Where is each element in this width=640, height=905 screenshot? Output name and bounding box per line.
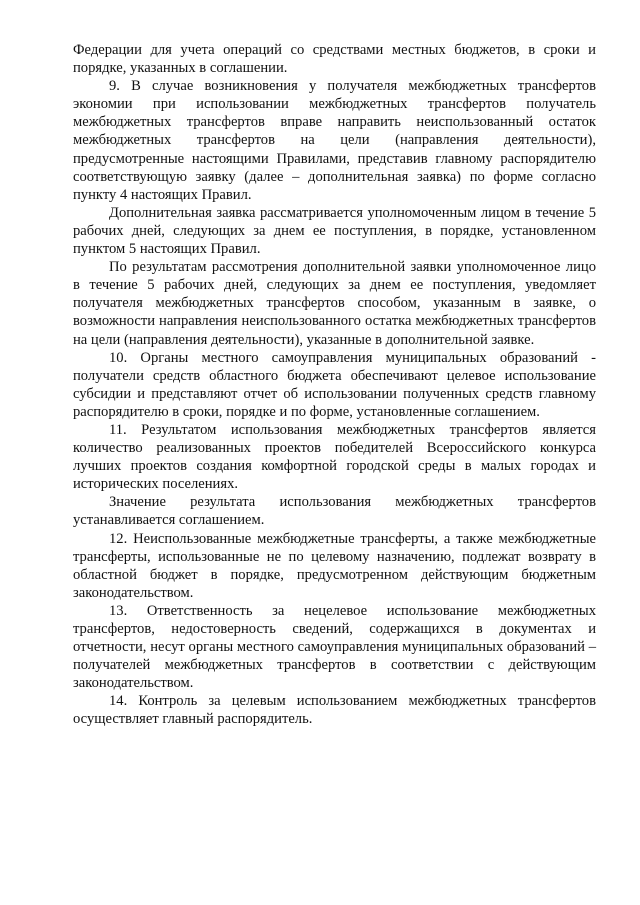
- paragraph-item-10: 10. Органы местного самоуправления муниципальных образований - получатели средств областного бюджета обеспечивают целевое использование субсидии и представляют отчет об использовании полученных средств главному распорядителю в сроки, порядке и по форме, установленные соглашением.: [73, 349, 596, 420]
- paragraph-review-results: По результатам рассмотрения дополнительной заявки уполномоченное лицо в течение 5 рабочих дней, следующих за днем ее поступления, уведомляет получателя межбюджетных трансфертов способом, указанным в заявке, о возможности направления неиспользованного остатка межбюджетных трансфертов на цели (направления деятельности), указанные в дополнительной заявке.: [73, 259, 596, 348]
- paragraph-item-14: 14. Контроль за целевым использованием межбюджетных трансфертов осуществляет главный распорядитель.: [73, 693, 596, 728]
- paragraph-item-13: 13. Ответственность за нецелевое использование межбюджетных трансфертов, недостоверность сведений, содержащихся в документах и отчетности, несут органы местного самоуправления муниципальных образований – получателей межбюджетных трансфертов в соответствии с действующим законодательством.: [73, 602, 596, 692]
- paragraph-item-12: 12. Неиспользованные межбюджетные трансферты, а также межбюджетные трансферты, использованные не по целевому назначению, подлежат возврату в областной бюджет в порядке, предусмотренном действующим бюджетным законодательством.: [73, 530, 596, 601]
- paragraph-continuation: Федерации для учета операций со средствами местных бюджетов, в сроки и порядке, указанных в соглашении.: [73, 42, 596, 77]
- paragraph-result-value: Значение результата использования межбюджетных трансфертов устанавливается соглашением.: [73, 494, 596, 529]
- paragraph-item-9: 9. В случае возникновения у получателя межбюджетных трансфертов экономии при использовании межбюджетных трансфертов получатель межбюджетных трансфертов вправе направить неиспользованный остаток межбюджетных трансфертов на цели (направления деятельности), предусмотренные настоящими Правилами, представив главному распорядителю соответствующую заявку (далее – дополнительная заявка) по форме согласно пункту 4 настоящих Правил.: [73, 78, 596, 203]
- document-page: [73, 41, 596, 729]
- paragraph-item-11: 11. Результатом использования межбюджетных трансфертов является количество реализованных проектов победителей Всероссийского конкурса лучших проектов создания комфортной городской среды в малых городах и исторических поселениях.: [73, 421, 596, 493]
- paragraph-additional-request: Дополнительная заявка рассматривается уполномоченным лицом в течение 5 рабочих дней, следующих за днем ее поступления, в порядке, установленном пунктом 5 настоящих Правил.: [73, 204, 596, 258]
